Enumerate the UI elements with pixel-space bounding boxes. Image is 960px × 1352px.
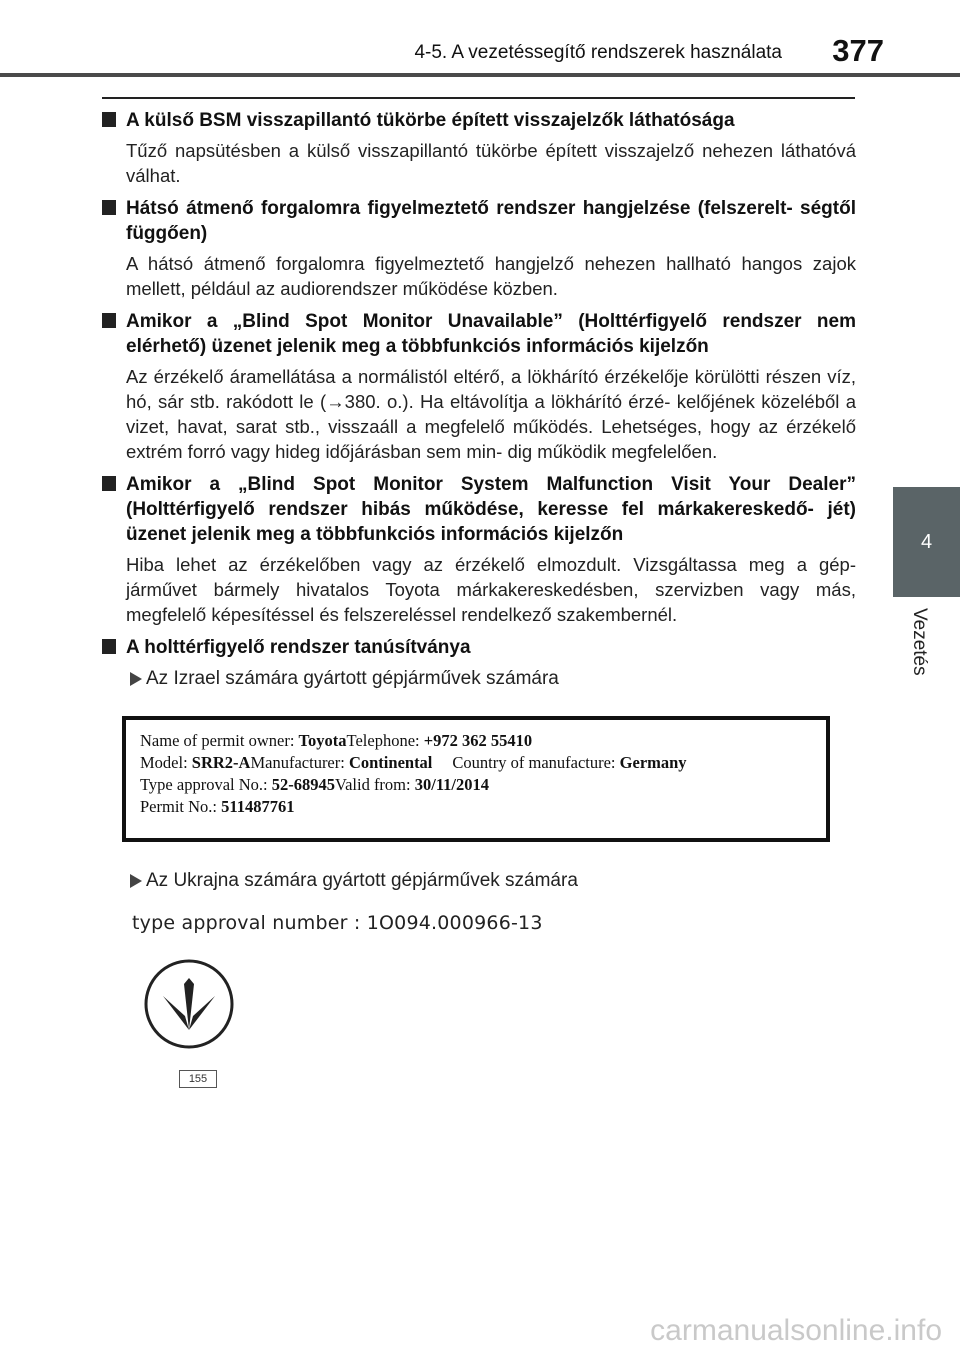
- israel-permit-box: [122, 716, 830, 842]
- section-heading: Hátsó átmenő forgalomra figyelmeztető rendszer hangjelzése (felszerelt- ségtől függően): [100, 196, 856, 246]
- page-number: 377: [832, 33, 884, 68]
- ukraine-mark-code: 155: [179, 1070, 217, 1088]
- square-bullet-icon: [102, 313, 116, 328]
- permit-line-2: Model: SRR2-AManufacturer: Continental Country of manufacture: Germany: [140, 753, 687, 772]
- header-title: 4-5. A vezetéssegítő rendszerek használata: [414, 42, 782, 63]
- section: [100, 635, 856, 692]
- section-heading: A külső BSM visszapillantó tükörbe épített visszajelzők láthatósága: [100, 108, 856, 133]
- section-body: Az érzékelő áramellátása a normálistól eltérő, a lökhárító érzékelője körülötti részen víz, hó, sár stb. rakódott le (→380. o.). Ha eltávolítja a lökhárító érzé- kelőjének közeléből a vizet, havat, sarat stb., visszaáll a megfelelő működés. Lehetséges, hogy az érzékelő extrém forró vagy hideg időjárásban sem min- dig működik megfelelően.: [126, 366, 856, 462]
- content: [100, 108, 856, 700]
- square-bullet-icon: [102, 639, 116, 654]
- header-rule: [0, 73, 960, 77]
- section-body: Tűző napsütésben a külső visszapillantó tükörbe épített visszajelző nehezen láthatóvá válhat.: [126, 140, 856, 186]
- permit-line-3: Type approval No.: 52-68945Valid from: 30/11/2014: [140, 775, 489, 794]
- square-bullet-icon: [102, 200, 116, 215]
- square-bullet-icon: [102, 112, 116, 127]
- triangle-bullet-icon: [130, 874, 142, 888]
- chapter-tab[interactable]: 4: [893, 487, 960, 597]
- watermark: carmanualsonline.info: [650, 1314, 942, 1347]
- ukraine-bullet: Az Ukrajna számára gyártott gépjárművek számára: [100, 868, 846, 894]
- ukraine-type-approval: type approval number : 1O094.000966-13: [132, 912, 543, 934]
- section-heading: Amikor a „Blind Spot Monitor System Malfunction Visit Your Dealer” (Holttérfigyelő rendszer hibás működése, keresse fel márkakereskedő- jét) üzenet jelenik meg a többfunkciós információs kijelzőn: [100, 472, 856, 547]
- section-body: A hátsó átmenő forgalomra figyelmeztető hangjelző nehezen hallható hangos zajok mellett, például az audiorendszer működése közben.: [126, 253, 856, 299]
- section-body: Hiba lehet az érzékelőben vagy az érzékelő elmozdult. Vizsgáltassa meg a gép- járművet bármely hivatalos Toyota márkakereskedésben, szervizben vagy más, megfelelő képesítéssel és felszereléssel rendelkező szakembernél.: [126, 554, 856, 625]
- triangle-bullet-icon: [130, 672, 142, 686]
- square-bullet-icon: [102, 476, 116, 491]
- permit-line-4: Permit No.: 511487761: [140, 797, 295, 816]
- section-heading: Amikor a „Blind Spot Monitor Unavailable” (Holttérfigyelő rendszer nem elérhető) üzenet jelenik meg a többfunkciós információs kijelzőn: [100, 309, 856, 359]
- permit-line-1: Name of permit owner: ToyotaTelephone: +972 362 55410: [140, 731, 533, 750]
- section: [100, 108, 856, 188]
- top-rule: [102, 97, 855, 99]
- section: [100, 309, 856, 464]
- israel-bullet: Az Izrael számára gyártott gépjárművek számára: [100, 666, 856, 692]
- section: [100, 196, 856, 301]
- chapter-label: Vezetés: [909, 608, 930, 676]
- section-heading: A holttérfigyelő rendszer tanúsítványa: [100, 635, 856, 660]
- ukraine-conformity-mark-icon: [143, 958, 235, 1050]
- section: [100, 472, 856, 627]
